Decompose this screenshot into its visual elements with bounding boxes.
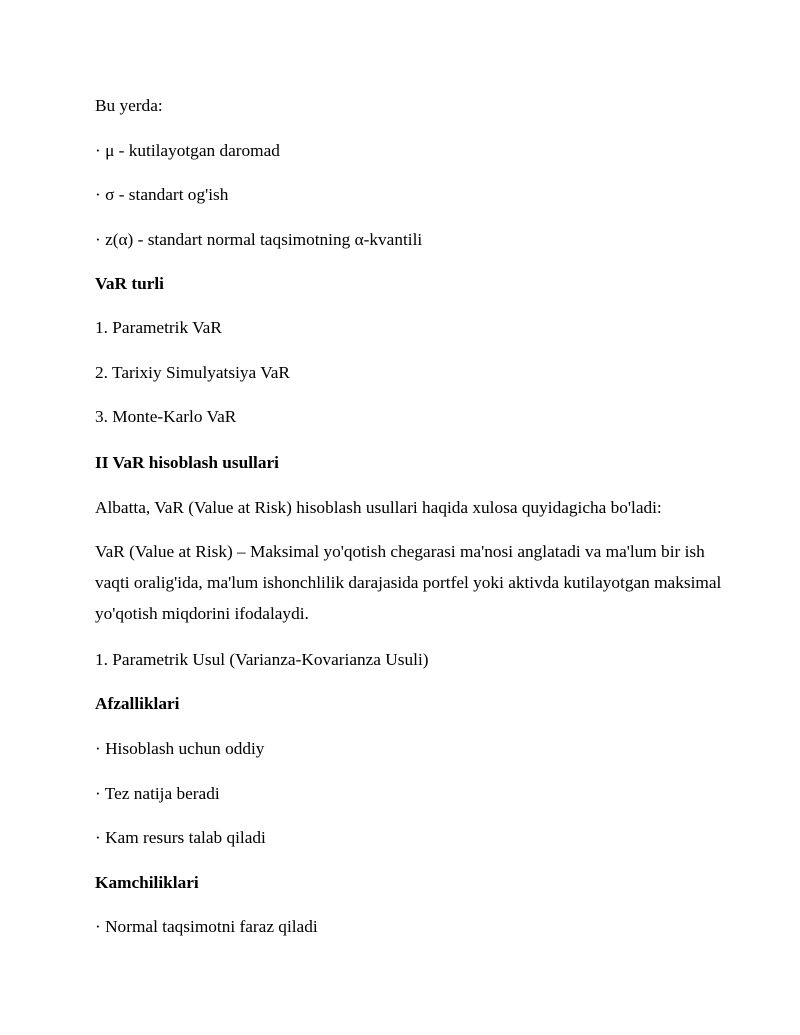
advantages-heading: Afzalliklari (95, 694, 180, 713)
disadvantages-heading: Kamchiliklari (95, 873, 199, 892)
method-title: 1. Parametrik Usul (Varianza-Kovarianza Usuli) (95, 650, 429, 669)
var-type-item: 3. Monte-Karlo VaR (95, 407, 237, 426)
advantage-item: · Hisoblash uchun oddiy (95, 739, 265, 758)
var-types-heading: VaR turli (95, 274, 164, 293)
definition-sigma: · σ - standart og'ish (95, 185, 229, 204)
definition-mu: · μ - kutilayotgan daromad (95, 141, 280, 160)
intro-text: Bu yerda: (95, 96, 163, 115)
var-type-item: 2. Tarixiy Simulyatsiya VaR (95, 363, 290, 382)
definition-z-alpha: · z(α) - standart normal taqsimotning α-kvantili (95, 230, 423, 249)
definition-paragraph: VaR (Value at Risk) – Maksimal yo'qotish chegarasi ma'nosi anglatadi va ma'lum bir ish vaqti oralig'ida, ma'lum ishonchlilik darajasida portfel yoki aktivda kutilayotgan maksimal yo'qotish miqdorini ifodalaydi. (95, 542, 722, 623)
disadvantage-item: · Normal taqsimotni faraz qiladi (95, 917, 318, 936)
summary-intro: Albatta, VaR (Value at Risk) hisoblash usullari haqida xulosa quyidagicha bo'ladi: (95, 498, 662, 517)
advantage-item: · Tez natija beradi (95, 784, 220, 803)
var-type-item: 1. Parametrik VaR (95, 318, 222, 337)
section-heading: II VaR hisoblash usullari (95, 453, 279, 472)
advantage-item: · Kam resurs talab qiladi (95, 828, 266, 847)
